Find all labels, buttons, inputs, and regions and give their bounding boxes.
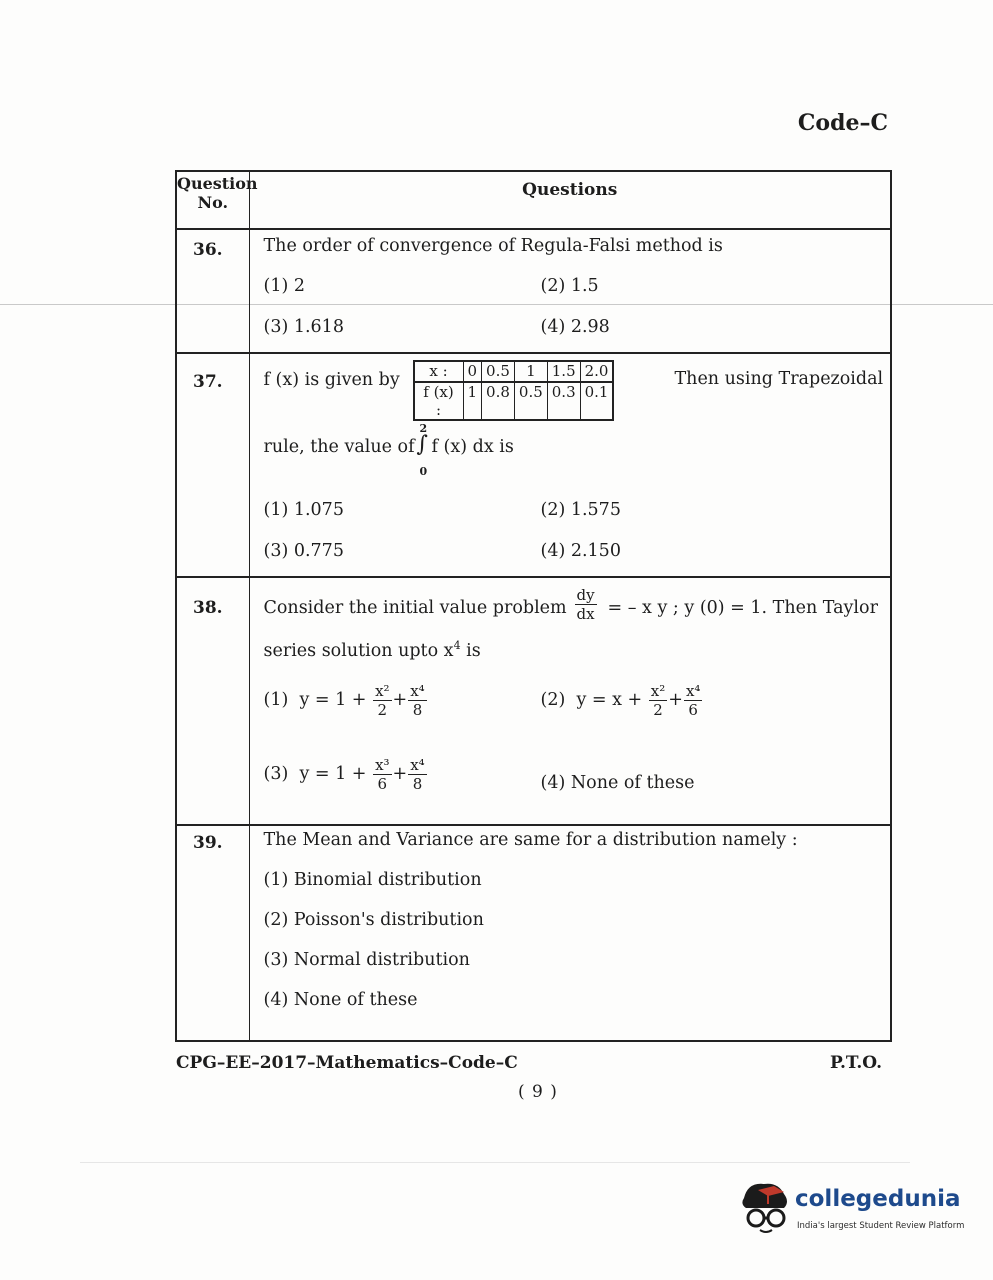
x-value: 2.0 — [580, 361, 613, 382]
question-number-38: 38. — [176, 577, 249, 825]
question-number-37: 37. — [176, 353, 249, 577]
question-text: = – x y ; y (0) = 1. Then Taylor — [607, 598, 878, 618]
watermark-tagline: India's largest Student Review Platform — [797, 1221, 965, 1231]
lower-limit: 0 — [419, 465, 428, 478]
option-4: (4) None of these — [263, 990, 418, 1010]
x-value: 1.5 — [547, 361, 580, 382]
paper-code: Code–C — [797, 110, 888, 136]
question-38 — [249, 577, 891, 825]
data-table — [413, 360, 615, 421]
fx-label: f (x) : — [414, 382, 464, 420]
header-questions: Questions — [249, 171, 891, 229]
footer-pto: P.T.O. — [830, 1053, 882, 1073]
x-value: 0 — [463, 361, 482, 382]
question-text: series solution upto $x^4$ is — [263, 639, 481, 661]
question-text: The order of convergence of Regula-Falsi method is — [263, 236, 723, 256]
question-36 — [249, 229, 891, 353]
option-1: (1) y = 1 + $\frac{\text{x²}}{2}$ + $\frac{\text{x⁴}}{8}$ — [263, 682, 425, 719]
option-1: (1) 1.075 — [263, 500, 344, 520]
integrand: f (x) dx is — [431, 437, 514, 457]
header-question-no: Question No. — [176, 171, 249, 229]
x-value: 0.5 — [482, 361, 515, 382]
fx-value: 0.3 — [547, 382, 580, 420]
integral-sign: ∫ — [416, 432, 428, 457]
fx-value: 0.1 — [580, 382, 613, 420]
option-3: (3) 0.775 — [263, 541, 344, 561]
option-4: (4) 2.98 — [540, 317, 610, 337]
question-number-39: 39. — [176, 825, 249, 1041]
fx-value: 0.5 — [514, 382, 547, 420]
option-2: (2) Poisson's distribution — [263, 910, 484, 930]
question-text: Then using Trapezoidal — [674, 369, 884, 389]
fx-value: 0.8 — [482, 382, 515, 420]
question-text: rule, the value of — [263, 437, 415, 457]
scan-artifact-line — [80, 1162, 910, 1163]
question-number-36: 36. — [176, 229, 249, 353]
option-2: (2) 1.5 — [540, 276, 599, 296]
option-3: (3) y = 1 + $\frac{\text{x³}}{6}$ + $\frac{\text{x⁴}}{8}$ — [263, 756, 425, 793]
page-number: ( 9 ) — [518, 1082, 558, 1102]
watermark-brand: collegedunia — [795, 1186, 961, 1212]
x-value: 1 — [514, 361, 547, 382]
option-2: (2) y = x + $\frac{\text{x²}}{2}$ + $\frac{\text{x⁴}}{6}$ — [540, 682, 701, 719]
question-39 — [249, 825, 891, 1041]
upper-limit: 2 — [419, 422, 428, 435]
option-1: (1) 2 — [263, 276, 305, 296]
option-1: (1) Binomial distribution — [263, 870, 482, 890]
option-3: (3) Normal distribution — [263, 950, 470, 970]
option-4: (4) None of these — [540, 773, 695, 793]
option-3: (3) 1.618 — [263, 317, 344, 337]
question-37 — [249, 353, 891, 577]
option-2: (2) 1.575 — [540, 500, 621, 520]
question-text: f (x) is given by — [263, 370, 400, 390]
question-table — [175, 170, 892, 1042]
question-text: Consider the initial value problem — [263, 598, 567, 618]
question-text: The Mean and Variance are same for a distribution namely : — [263, 830, 798, 850]
option-4: (4) 2.150 — [540, 541, 621, 561]
derivative: $\frac{dy}{dx}$ — [576, 586, 595, 623]
x-label: x : — [414, 361, 464, 382]
fx-value: 1 — [463, 382, 482, 420]
footer-paper-title: CPG–EE–2017–Mathematics–Code–C — [176, 1053, 518, 1073]
